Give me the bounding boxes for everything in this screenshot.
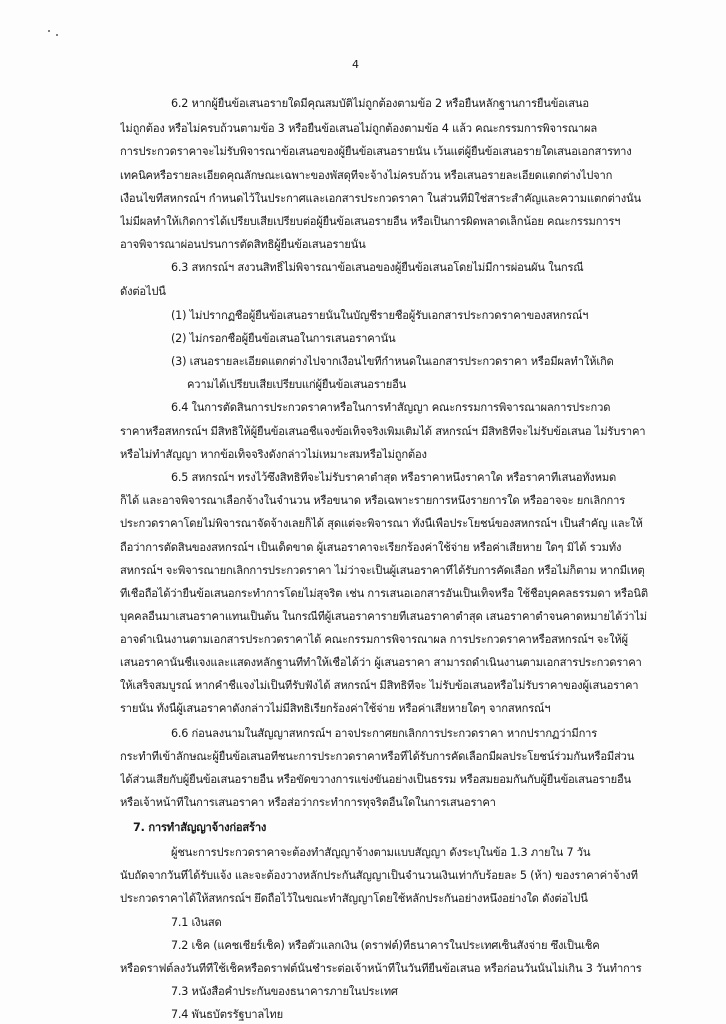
paragraph-line: ผู้ชนะการประกวดราคาจะต้องทำสัญญาจ้างตามแบบสัญญา ดังระบุในข้อ 1.3 ภายใน 7 วัน — [171, 846, 591, 859]
paragraph-line: ที่เชื่อถือได้ว่ายื่นข้อเสนอกระทำการโดยไม่สุจริต เช่น การเสนอเอกสารอันเป็นเท็จหรือ ใช้ชื่อบุคคลธรรมดา หรือนิติ — [120, 587, 648, 600]
paragraph-line: 6.4 ในการตัดสินการประกวดราคาหรือในการทำสัญญา คณะกรรมการพิจารณาผลการประกวด — [171, 401, 611, 414]
paragraph-line: ราคาหรือสหกรณ์ฯ มีสิทธิให้ผู้ยื่นข้อเสนอชี้แจงข้อเท็จจริงเพิ่มเติมได้ สหกรณ์ฯ มีสิทธิที่จะไม่รับข้อเสนอ ไม่รับราคา — [120, 425, 646, 438]
list-item: (1) ไม่ปรากฏชื่อผู้ยื่นข้อเสนอรายนั้นในบัญชีรายชื่อผู้รับเอกสารประกวดราคาของสหกรณ์ฯ — [171, 309, 589, 322]
paragraph-line: บุคคลอื่นมาเสนอราคาแทนเป็นต้น ในกรณีที่ผู้เสนอราคารายที่เสนอราคาต่ำสุด เสนอราคาต่ำจนคาดหมายได้ว่าไม่ — [120, 610, 647, 623]
paragraph-line: 6.2 หากผู้ยื่นข้อเสนอรายใดมีคุณสมบัติไม่ถูกต้องตามข้อ 2 หรือยื่นหลักฐานการยื่นข้อเสนอ — [171, 97, 589, 110]
paragraph-line: หรือไม่ทำสัญญา หากข้อเท็จจริงดังกล่าวไม่เหมาะสมหรือไม่ถูกต้อง — [120, 448, 427, 461]
paragraph-line: กระทำที่เข้าลักษณะผู้ยื่นข้อเสนอที่ชนะการประกวดราคาหรือที่ได้รับการคัดเลือกมีผลประโยชน์ร่วมกันหรือมีส่วน — [120, 750, 635, 763]
list-item: (2) ไม่กรอกชื่อผู้ยื่นข้อเสนอในการเสนอราคานั้น — [171, 332, 396, 345]
paragraph-line: เงื่อนไขที่สหกรณ์ฯ กำหนดไว้ในประกาศและเอกสารประกวดราคา ในส่วนที่มิใช่สาระสำคัญและความแตกต่างนั้น — [120, 192, 641, 205]
paragraph-line: ประกวดราคาโดยไม่พิจารณาจัดจ้างเลยก็ได้ สุดแต่จะพิจารณา ทั้งนี้เพื่อประโยชน์ของสหกรณ์ฯ เป็นสำคัญ และให้ — [120, 517, 643, 530]
paragraph-line: ได้ส่วนเสียกับผู้ยื่นข้อเสนอรายอื่น หรือขัดขวางการแข่งขันอย่างเป็นธรรม หรือสมยอมกันกับผู้ยื่นข้อเสนอรายอื่น — [120, 773, 631, 786]
page-number: 4 — [352, 58, 359, 71]
list-item: 7.2 เช็ค (แคชเชียร์เช็ค) หรือตั๋วแลกเงิน (ดราฟต์)ที่ธนาคารในประเทศเซ็นสั่งจ่าย ซึ่งเป็นเช็ค — [171, 939, 600, 952]
paragraph-line: ดังต่อไปนี้ — [120, 285, 166, 298]
paragraph-line: ก็ได้ และอาจพิจารณาเลือกจ้างในจำนวน หรือขนาด หรือเฉพาะรายการหนึ่งรายการใด หรืออาจจะ ยกเลิกการ — [120, 494, 626, 507]
paragraph-line: ไม่มีผลทำให้เกิดการได้เปรียบเสียเปรียบต่อผู้ยื่นข้อเสนอรายอื่น หรือเป็นการผิดพลาดเล็กน้อย คณะกรรมการฯ — [120, 215, 621, 228]
paragraph-line: ให้เสร็จสมบูรณ์ หากคำชี้แจงไม่เป็นที่รับฟังได้ สหกรณ์ฯ มีสิทธิที่จะ ไม่รับข้อเสนอหรือไม่รับราคาของผู้เสนอราคา — [120, 679, 639, 692]
paragraph-line: 6.5 สหกรณ์ฯ ทรงไว้ซึ่งสิทธิที่จะไม่รับราคาต่ำสุด หรือราคาหนึ่งราคาใด หรือราคาที่เสนอทั้งหมด — [171, 471, 617, 484]
paragraph-line: สหกรณ์ฯ จะพิจารณายกเลิกการประกวดราคา ไม่ว่าจะเป็นผู้เสนอราคาที่ได้รับการคัดเลือก หรือไม่ก็ตาม หากมีเหตุ — [120, 564, 645, 577]
list-item: 7.1 เงินสด — [171, 916, 222, 929]
paragraph-line: 6.3 สหกรณ์ฯ สงวนสิทธิ์ไม่พิจารณาข้อเสนอของผู้ยื่นข้อเสนอโดยไม่มีการผ่อนผัน ในกรณี — [171, 261, 584, 274]
paragraph-line: เทคนิคหรือรายละเอียดคุณลักษณะเฉพาะของพัสดุที่จะจ้างไม่ครบถ้วน หรือเสนอรายละเอียดแตกต่างไปจาก — [120, 169, 613, 182]
paragraph-line: ถือว่าการตัดสินของสหกรณ์ฯ เป็นเด็ดขาด ผู้เสนอราคาจะเรียกร้องค่าใช้จ่าย หรือค่าเสียหาย ใดๆ มิได้ รวมทั้ง — [120, 541, 622, 554]
paragraph-line: การประกวดราคาจะไม่รับพิจารณาข้อเสนอของผู้ยื่นข้อเสนอรายนั้น เว้นแต่ผู้ยื่นข้อเสนอรายใดเสนอเอกสารทาง — [120, 145, 632, 158]
list-item: 7.3 หนังสือค้ำประกันของธนาคารภายในประเทศ — [171, 985, 398, 998]
paragraph-line: เสนอราคานั้นชี้แจงและแสดงหลักฐานที่ทำให้เชื่อได้ว่า ผู้เสนอราคา สามารถดำเนินงานตามเอกสารประกวดราคา — [120, 656, 642, 669]
section-heading: 7. การทำสัญญาจ้างก่อสร้าง — [133, 821, 267, 834]
paragraph-line: ประกวดราคาได้ให้สหกรณ์ฯ ยึดถือไว้ในขณะทำสัญญาโดยใช้หลักประกันอย่างหนึ่งอย่างใด ดังต่อไปนี้ — [120, 892, 588, 905]
paragraph-line: ไม่ถูกต้อง หรือไม่ครบถ้วนตามข้อ 3 หรือยื่นข้อเสนอไม่ถูกต้องตามข้อ 4 แล้ว คณะกรรมการพิจารณาผล — [120, 122, 597, 135]
scan-speck — [48, 30, 50, 32]
list-item: 7.4 พันธบัตรรัฐบาลไทย — [171, 1008, 283, 1021]
paragraph-line: หรือดราฟต์ลงวันที่ที่ใช้เช็คหรือดราฟต์นั้นชำระต่อเจ้าหน้าที่ในวันที่ยื่นข้อเสนอ หรือก่อนวันนั้นไม่เกิน 3 วันทำการ — [120, 962, 642, 975]
paragraph-line: รายนั้น ทั้งนี้ผู้เสนอราคาดังกล่าวไม่มีสิทธิเรียกร้องค่าใช้จ่าย หรือค่าเสียหายใดๆ จากสหกรณ์ฯ — [120, 702, 551, 715]
paragraph-line: อาจดำเนินงานตามเอกสารประกวดราคาได้ คณะกรรมการพิจารณาผล การประกวดราคาหรือสหกรณ์ฯ จะให้ผู้ — [120, 633, 628, 646]
scan-speck — [56, 34, 58, 36]
list-item: ความได้เปรียบเสียเปรียบแก่ผู้ยื่นข้อเสนอรายอื่น — [187, 378, 407, 391]
paragraph-line: หรือเจ้าหน้าที่ในการเสนอราคา หรือส่อว่ากระทำการทุจริตอื่นใดในการเสนอราคา — [120, 796, 496, 809]
list-item: (3) เสนอรายละเอียดแตกต่างไปจากเงื่อนไขที่กำหนดในเอกสารประกวดราคา หรือมีผลทำให้เกิด — [171, 355, 614, 368]
paragraph-line: 6.6 ก่อนลงนามในสัญญาสหกรณ์ฯ อาจประกาศยกเลิกการประกวดราคา หากปรากฏว่ามีการ — [171, 727, 598, 740]
paragraph-line: นับถัดจากวันที่ได้รับแจ้ง และจะต้องวางหลักประกันสัญญาเป็นจำนวนเงินเท่ากับร้อยละ 5 (ห้า) ของราคาค่าจ้างที่ — [120, 869, 638, 882]
paragraph-line: อาจพิจารณาผ่อนปรนการตัดสิทธิผู้ยื่นข้อเสนอรายนั้น — [120, 238, 366, 251]
